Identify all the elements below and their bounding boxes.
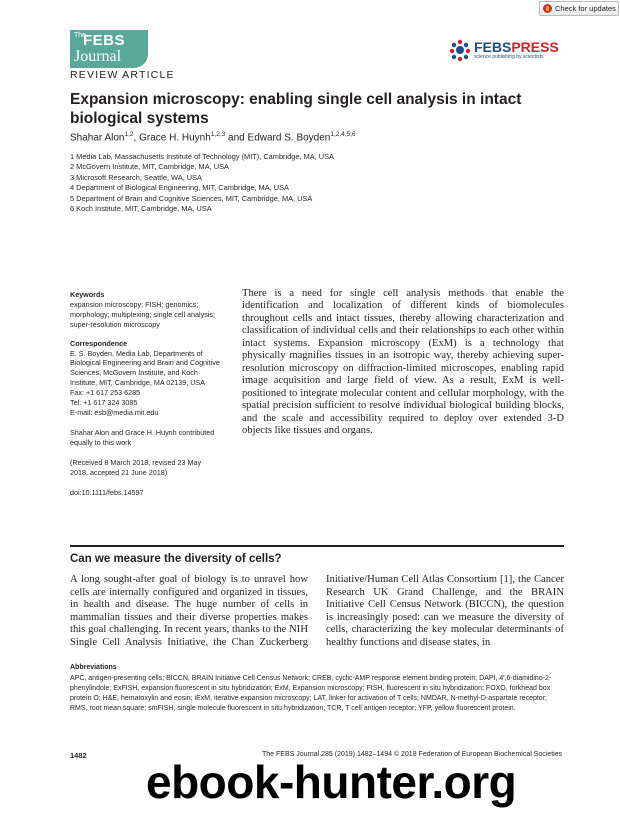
correspondence-tel: Tel: +1 617 324 3085 (70, 398, 138, 408)
page-number: 1482 (70, 751, 87, 760)
logo-journal: Journal (74, 48, 122, 65)
press-name-part2: PRESS (511, 39, 559, 55)
footer-citation: The FEBS Journal 285 (2019) 1482–1494 © 2018 Federation of European Biochemical Societies (262, 751, 563, 758)
abbreviations-text: APC, antigen-presenting cells; BICCN, BRAIN Initiative Cell Census Network; CREB, cyclic-AMP response element binding protein; DAPI, 4′,6-diamidino-2-phenylindole; ExFISH, expansion fluorescent in situ hybridization; ExM, Expansion microscopy; FISH, fluorescent in situ hybridization; FOXO, forkhead box protein O; H&E, hematoxylin and eosin; iExM, iterative expansion microscopy; LAT, linker for activation of T cells; NMDAR, N-methyl-D-aspartate receptor; RMS, root mean square; smFISH, single molecule fluorescent in situ hybridization; TCR, T cell antigen receptor; YFP, yellow fluorescent protein. (70, 675, 552, 712)
press-tagline: science publishing by scientists (474, 54, 544, 60)
keywords-text: expansion microscopy; FISH; genomics; morphology; multiplexing; single cell analysis; super-resolution microscopy (70, 299, 216, 329)
doi: doi:10.1111/febs.14597 (70, 487, 144, 497)
correspondence-heading: Correspondence (70, 338, 128, 348)
correspondence-email: E-mail: esb@media.mit.edu (70, 407, 159, 417)
author-name: Shahar Alon (70, 132, 125, 144)
body-text: A long sought-after goal of biology is to unravel how cells are internally configured and organized in tissues, in health and disease. The huge number of cells in mammalian tissues and their diverse properties makes this goal challenging. In recent years, thanks to the NIH Single Cell Analysis Initiative, the Chan Zuckerberg Initiative/Human Cell Atlas Consortium [1], the Cancer Research UK Grand Challenge, and the BRAIN Initiative Cell Census Network (BICCN), the question is increasingly posed: can we measure the diversity of cells, characterizing the key molecular determinants of healthy functions and disease states, in (70, 574, 564, 648)
check-for-updates-button[interactable] (539, 1, 619, 16)
article-sidebar (70, 290, 220, 497)
correspondence-fax: Fax: +1 617 253 6285 (70, 388, 141, 398)
keywords-heading: Keywords (70, 290, 105, 299)
affiliation-list (70, 152, 334, 214)
author-list (70, 131, 356, 143)
article-type: REVIEW ARTICLE (70, 69, 175, 81)
check-for-updates-label: Check for updates (555, 4, 616, 13)
section-divider (70, 545, 564, 547)
article-title: Expansion microscopy: enabling single cell analysis in intact biological systems (70, 91, 522, 127)
received-dates: (Received 8 March 2018, revised 23 May 2018, accepted 21 June 2018) (70, 457, 202, 477)
crossmark-icon (543, 4, 552, 13)
affiliation-item: 5 Department of Brain and Cognitive Sciences, MIT, Cambridge, MA, USA (70, 193, 313, 203)
contribution-note: Shahar Alon and Grace H. Huynh contributed equally to this work (70, 427, 215, 447)
author-separator: , (133, 132, 140, 144)
logo-febs: FEBS (83, 32, 126, 49)
abbreviations-heading: Abbreviations (70, 664, 117, 671)
author-affiliation-marks: 1,2,4,5,6 (330, 131, 356, 138)
author-affiliation-marks: 1,2 (124, 131, 134, 138)
author-name: Grace H. Huynh (139, 132, 211, 144)
press-name (474, 39, 559, 55)
author-name: Edward S. Boyden (247, 132, 331, 144)
correspondence-address: E. S. Boyden, Media Lab, Departments of Biological Engineering and Brain and Cognitive Sciences, McGovern Institute, and Koch Institute, MIT, Cambridge, MA 02139, USA (70, 348, 220, 388)
febs-press-logo (448, 38, 558, 62)
affiliation-item: 4 Department of Biological Engineering, MIT, Cambridge, MA, USA (70, 183, 289, 193)
author-affiliation-marks: 1,2,3 (210, 131, 226, 138)
abstract: There is a need for single cell analysis methods that enable the identification and localization of different kinds of biomolecules throughout cells and intact tissues, thereby allowing characterization and classification of individual cells and their relationships to each other within intact systems. Expansion microscopy (ExM) is a technology that physically magnifies tissues in an isotropic way, thereby achieving super-resolution microscopy on diffraction-limited microscopes, enabling rapid image acquisition and large field of view. As a result, ExM is well-positioned to integrate molecular content and cellular morphology, with the spatial precision sufficient to resolve individual biological building blocks, and the scale and accessibility required to deploy over extended 3-D objects like tissues and organs. (242, 288, 564, 436)
febs-press-dots-icon (448, 38, 472, 62)
author-separator: and (225, 132, 248, 144)
logo-the: The (74, 32, 87, 39)
febs-journal-logo (70, 30, 148, 68)
affiliation-item: 2 McGovern Institute, MIT, Cambridge, MA, USA (70, 162, 229, 172)
affiliation-item: 6 Koch Institute, MIT, Cambridge, MA, USA (70, 204, 212, 214)
watermark: ebook-hunter.org (146, 756, 517, 808)
press-name-part1: FEBS (474, 39, 512, 55)
section-heading: Can we measure the diversity of cells? (70, 553, 282, 565)
affiliation-item: 1 Media Lab, Massachusetts Institute of Technology (MIT), Cambridge, MA, USA (70, 152, 334, 161)
affiliation-item: 3 Microsoft Research, Seattle, WA, USA (70, 172, 202, 182)
